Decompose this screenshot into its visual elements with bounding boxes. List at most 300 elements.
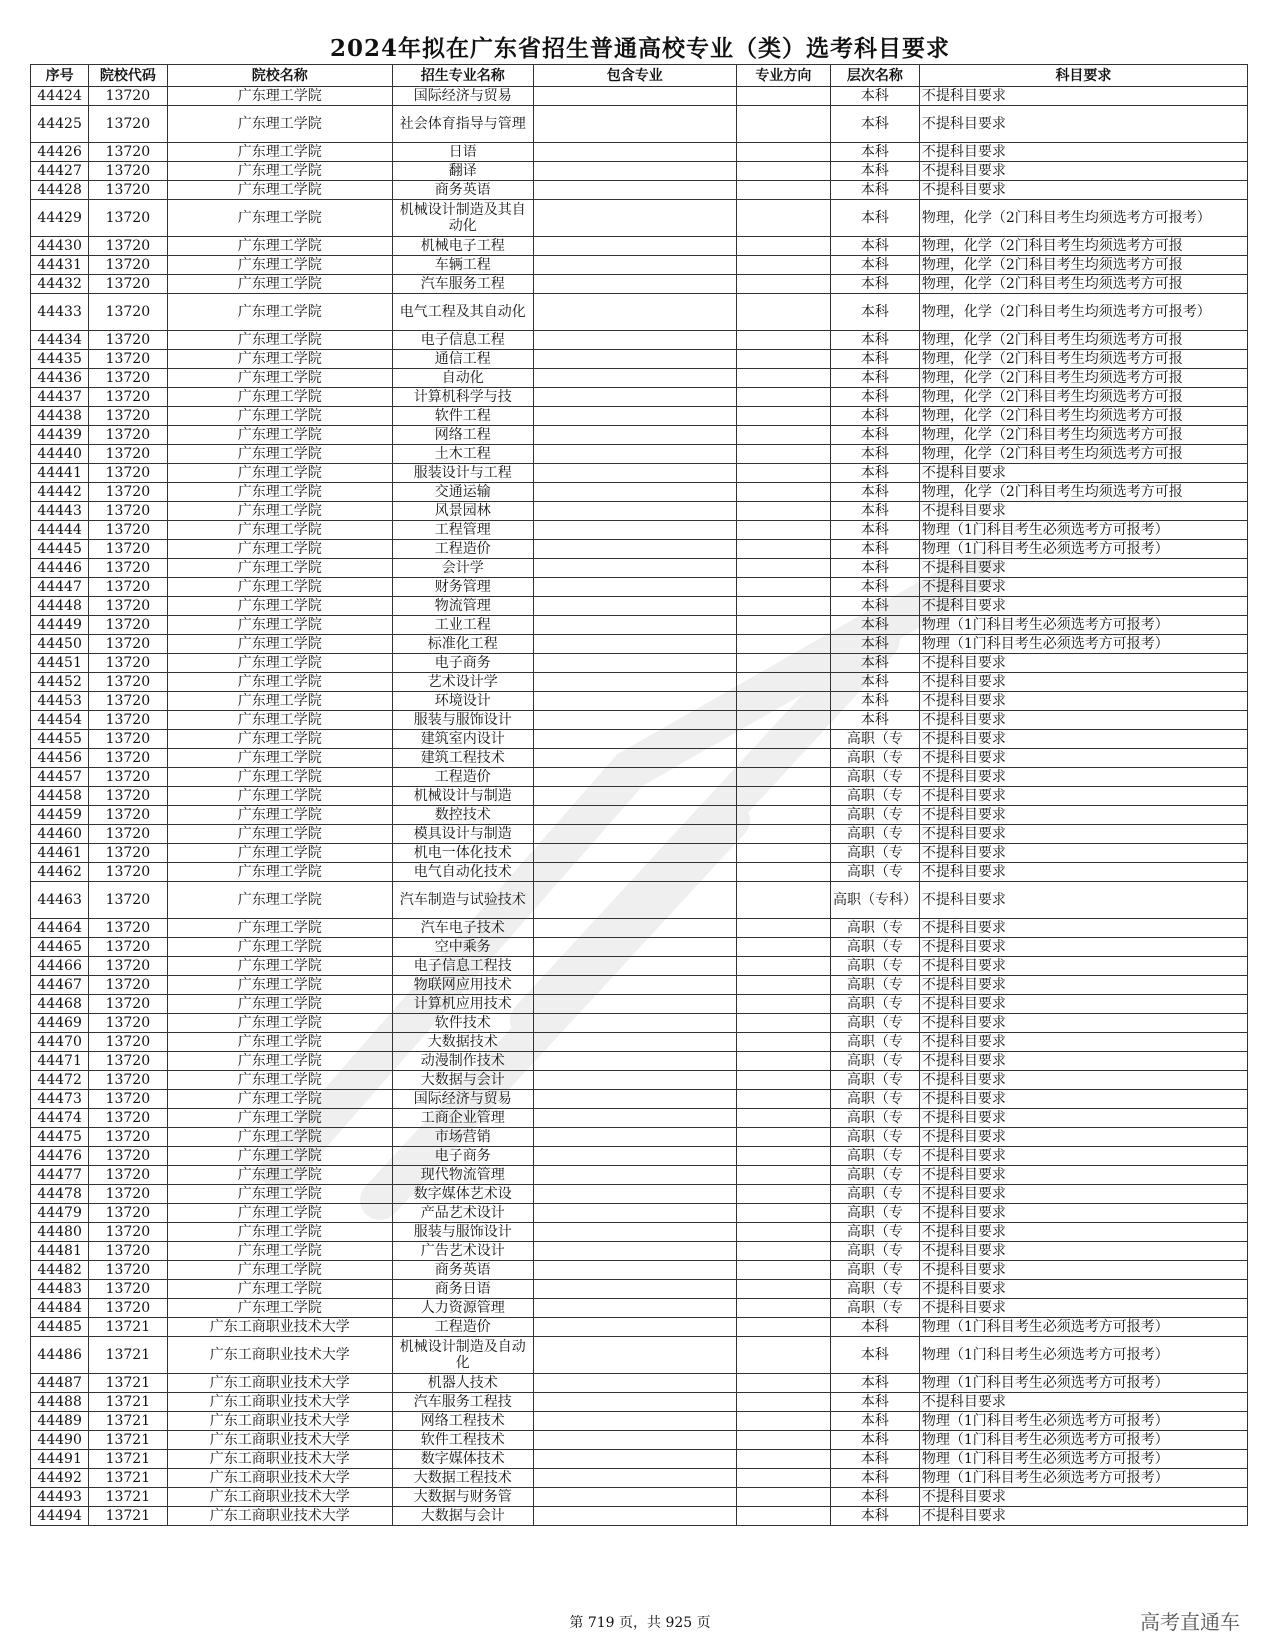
cell-direction [736,1166,830,1185]
cell-code: 13720 [89,957,167,976]
cell-included [533,882,736,919]
cell-seq: 44473 [31,1090,89,1109]
cell-code: 13720 [89,181,167,200]
cell-included [533,559,736,578]
cell-direction [736,578,830,597]
cell-included [533,1318,736,1337]
cell-direction [736,1431,830,1450]
cell-direction [736,844,830,863]
cell-included [533,143,736,162]
cell-requirement: 物理（1门科目考生必须选考方可报考） [919,616,1247,635]
cell-included [533,1166,736,1185]
cell-included [533,730,736,749]
cell-code: 13721 [89,1337,167,1374]
cell-direction [736,616,830,635]
table-row [31,1261,1248,1280]
cell-major: 网络工程技术 [392,1412,533,1431]
cell-level: 本科 [830,143,919,162]
cell-direction [736,350,830,369]
table-row [31,1014,1248,1033]
cell-seq: 44444 [31,521,89,540]
cell-level: 本科 [830,407,919,426]
cell-level: 高职（专 [830,919,919,938]
cell-requirement: 不提科目要求 [919,1299,1247,1318]
cell-school: 广东理工学院 [167,787,392,806]
cell-major: 电气工程及其自动化 [392,294,533,331]
cell-direction [736,502,830,521]
cell-code: 13720 [89,87,167,106]
cell-direction [736,635,830,654]
table-row [31,1337,1248,1374]
cell-level: 高职（专 [830,1166,919,1185]
cell-major: 大数据与会计 [392,1071,533,1090]
cell-school: 广东工商职业技术大学 [167,1469,392,1488]
cell-major: 工业工程 [392,616,533,635]
table-row [31,1204,1248,1223]
cell-school: 广东理工学院 [167,806,392,825]
cell-seq: 44481 [31,1242,89,1261]
cell-school: 广东工商职业技术大学 [167,1488,392,1507]
cell-school: 广东理工学院 [167,1147,392,1166]
cell-level: 本科 [830,540,919,559]
cell-level: 本科 [830,162,919,181]
cell-level: 本科 [830,331,919,350]
table-row [31,426,1248,445]
cell-included [533,1469,736,1488]
cell-school: 广东理工学院 [167,995,392,1014]
cell-code: 13720 [89,749,167,768]
cell-seq: 44458 [31,787,89,806]
cell-major: 通信工程 [392,350,533,369]
cell-code: 13720 [89,256,167,275]
cell-direction [736,1393,830,1412]
table-row [31,106,1248,143]
cell-major: 汽车服务工程 [392,275,533,294]
table-row [31,1393,1248,1412]
cell-seq: 44480 [31,1223,89,1242]
cell-requirement: 物理（1门科目考生必须选考方可报考） [919,1374,1247,1393]
cell-level: 本科 [830,464,919,483]
cell-code: 13720 [89,275,167,294]
cell-included [533,597,736,616]
cell-code: 13720 [89,844,167,863]
cell-seq: 44460 [31,825,89,844]
table-row [31,1109,1248,1128]
cell-direction [736,407,830,426]
cell-included [533,106,736,143]
cell-direction [736,275,830,294]
cell-code: 13720 [89,1052,167,1071]
cell-requirement: 不提科目要求 [919,673,1247,692]
cell-requirement: 不提科目要求 [919,1280,1247,1299]
cell-requirement: 物理，化学（2门科目考生均须选考方可报考） [919,200,1247,237]
cell-seq: 44474 [31,1109,89,1128]
cell-school: 广东理工学院 [167,1014,392,1033]
cell-level: 高职（专 [830,1033,919,1052]
table-row [31,806,1248,825]
cell-major: 大数据与财务管 [392,1488,533,1507]
cell-level: 本科 [830,181,919,200]
cell-direction [736,1014,830,1033]
cell-seq: 44478 [31,1185,89,1204]
cell-major: 机械设计制造及自动化 [392,1337,533,1374]
cell-direction [736,445,830,464]
cell-direction [736,768,830,787]
cell-requirement: 不提科目要求 [919,1147,1247,1166]
cell-seq: 44435 [31,350,89,369]
brand-watermark: 高考直通车 [1140,1610,1240,1634]
cell-school: 广东理工学院 [167,106,392,143]
cell-included [533,407,736,426]
cell-direction [736,938,830,957]
cell-direction [736,1128,830,1147]
table-row [31,1450,1248,1469]
cell-level: 本科 [830,597,919,616]
table-row [31,882,1248,919]
cell-seq: 44432 [31,275,89,294]
cell-level: 高职（专 [830,1261,919,1280]
cell-included [533,1147,736,1166]
table-row [31,331,1248,350]
cell-requirement: 物理（1门科目考生必须选考方可报考） [919,635,1247,654]
cell-level: 高职（专 [830,825,919,844]
cell-direction [736,521,830,540]
cell-major: 市场营销 [392,1128,533,1147]
cell-code: 13720 [89,200,167,237]
cell-major: 机械设计制造及其自动化 [392,200,533,237]
cell-code: 13720 [89,1280,167,1299]
cell-requirement: 不提科目要求 [919,464,1247,483]
cell-level: 高职（专 [830,1014,919,1033]
cell-code: 13720 [89,597,167,616]
table-row [31,464,1248,483]
cell-major: 物流管理 [392,597,533,616]
cell-direction [736,1185,830,1204]
cell-level: 本科 [830,275,919,294]
cell-code: 13720 [89,730,167,749]
cell-code: 13720 [89,294,167,331]
cell-level: 本科 [830,369,919,388]
cell-seq: 44439 [31,426,89,445]
table-row [31,1280,1248,1299]
cell-school: 广东理工学院 [167,162,392,181]
cell-school: 广东理工学院 [167,331,392,350]
cell-major: 建筑工程技术 [392,749,533,768]
cell-requirement: 不提科目要求 [919,1393,1247,1412]
cell-included [533,1507,736,1526]
table-row [31,635,1248,654]
table-row [31,1033,1248,1052]
cell-level: 高职（专 [830,1052,919,1071]
cell-school: 广东工商职业技术大学 [167,1393,392,1412]
table-row [31,995,1248,1014]
cell-seq: 44461 [31,844,89,863]
table-row [31,275,1248,294]
cell-direction [736,106,830,143]
cell-direction [736,1071,830,1090]
table-row [31,825,1248,844]
cell-included [533,1280,736,1299]
page-footer: 第 719 页，共 925 页 [569,1615,711,1631]
cell-school: 广东理工学院 [167,1280,392,1299]
table-header-row [31,65,1248,87]
cell-direction [736,256,830,275]
cell-level: 本科 [830,559,919,578]
cell-school: 广东工商职业技术大学 [167,1431,392,1450]
cell-code: 13721 [89,1431,167,1450]
cell-seq: 44433 [31,294,89,331]
cell-included [533,294,736,331]
cell-major: 空中乘务 [392,938,533,957]
cell-requirement: 不提科目要求 [919,1488,1247,1507]
cell-seq: 44484 [31,1299,89,1318]
cell-requirement: 不提科目要求 [919,938,1247,957]
table-row [31,256,1248,275]
cell-direction [736,143,830,162]
cell-included [533,1109,736,1128]
cell-seq: 44434 [31,331,89,350]
col-header-seq: 序号 [31,65,89,87]
cell-included [533,806,736,825]
cell-direction [736,331,830,350]
cell-school: 广东工商职业技术大学 [167,1318,392,1337]
cell-included [533,1431,736,1450]
cell-direction [736,1318,830,1337]
cell-seq: 44426 [31,143,89,162]
cell-seq: 44443 [31,502,89,521]
cell-school: 广东理工学院 [167,237,392,256]
cell-school: 广东理工学院 [167,749,392,768]
col-header-school: 院校名称 [167,65,392,87]
cell-code: 13720 [89,995,167,1014]
cell-included [533,1185,736,1204]
cell-seq: 44491 [31,1450,89,1469]
cell-requirement: 不提科目要求 [919,1014,1247,1033]
cell-code: 13720 [89,578,167,597]
cell-code: 13720 [89,521,167,540]
cell-major: 财务管理 [392,578,533,597]
cell-requirement: 不提科目要求 [919,863,1247,882]
cell-requirement: 不提科目要求 [919,1223,1247,1242]
cell-level: 本科 [830,483,919,502]
cell-requirement: 不提科目要求 [919,1242,1247,1261]
cell-direction [736,806,830,825]
cell-school: 广东工商职业技术大学 [167,1412,392,1431]
cell-major: 风景园林 [392,502,533,521]
cell-requirement: 不提科目要求 [919,1166,1247,1185]
cell-major: 商务日语 [392,1280,533,1299]
cell-major: 工程造价 [392,768,533,787]
cell-included [533,1223,736,1242]
cell-level: 本科 [830,1507,919,1526]
cell-major: 软件技术 [392,1014,533,1033]
cell-level: 高职（专 [830,995,919,1014]
cell-major: 大数据工程技术 [392,1469,533,1488]
cell-requirement: 不提科目要求 [919,882,1247,919]
cell-major: 服装与服饰设计 [392,1223,533,1242]
cell-code: 13720 [89,919,167,938]
cell-seq: 44455 [31,730,89,749]
cell-included [533,938,736,957]
cell-major: 国际经济与贸易 [392,87,533,106]
cell-level: 本科 [830,711,919,730]
col-header-included: 包含专业 [533,65,736,87]
table-row [31,294,1248,331]
cell-requirement: 不提科目要求 [919,181,1247,200]
cell-code: 13720 [89,502,167,521]
cell-seq: 44454 [31,711,89,730]
cell-seq: 44441 [31,464,89,483]
cell-seq: 44483 [31,1280,89,1299]
cell-level: 高职（专 [830,1090,919,1109]
cell-code: 13721 [89,1374,167,1393]
cell-included [533,825,736,844]
cell-included [533,1393,736,1412]
cell-included [533,331,736,350]
cell-major: 国际经济与贸易 [392,1090,533,1109]
cell-seq: 44450 [31,635,89,654]
table-row [31,1412,1248,1431]
cell-direction [736,995,830,1014]
cell-school: 广东理工学院 [167,1204,392,1223]
cell-seq: 44452 [31,673,89,692]
table-row [31,863,1248,882]
cell-level: 本科 [830,1337,919,1374]
cell-code: 13720 [89,616,167,635]
cell-school: 广东理工学院 [167,256,392,275]
table-row [31,654,1248,673]
cell-school: 广东工商职业技术大学 [167,1450,392,1469]
cell-code: 13720 [89,540,167,559]
cell-included [533,181,736,200]
cell-major: 社会体育指导与管理 [392,106,533,143]
cell-direction [736,181,830,200]
cell-level: 本科 [830,200,919,237]
cell-direction [736,1412,830,1431]
cell-direction [736,825,830,844]
cell-direction [736,957,830,976]
cell-included [533,1299,736,1318]
cell-requirement: 物理（1门科目考生必须选考方可报考） [919,1337,1247,1374]
cell-code: 13720 [89,938,167,957]
cell-requirement: 物理，化学（2门科目考生均须选考方可报 [919,426,1247,445]
cell-code: 13720 [89,426,167,445]
cell-included [533,1090,736,1109]
cell-school: 广东工商职业技术大学 [167,1507,392,1526]
cell-code: 13720 [89,1014,167,1033]
cell-code: 13720 [89,445,167,464]
cell-major: 网络工程 [392,426,533,445]
table-row [31,578,1248,597]
cell-school: 广东理工学院 [167,882,392,919]
page-title: 2024年拟在广东省招生普通高校专业（类）选考科目要求 [329,35,950,62]
cell-included [533,369,736,388]
cell-school: 广东理工学院 [167,294,392,331]
cell-school: 广东工商职业技术大学 [167,1374,392,1393]
cell-major: 服装设计与工程 [392,464,533,483]
cell-requirement: 不提科目要求 [919,976,1247,995]
cell-code: 13720 [89,635,167,654]
cell-requirement: 不提科目要求 [919,143,1247,162]
cell-level: 高职（专 [830,1185,919,1204]
cell-seq: 44437 [31,388,89,407]
cell-school: 广东工商职业技术大学 [167,1337,392,1374]
cell-requirement: 物理（1门科目考生必须选考方可报考） [919,1318,1247,1337]
cell-level: 高职（专 [830,749,919,768]
cell-seq: 44477 [31,1166,89,1185]
cell-included [533,749,736,768]
cell-school: 广东理工学院 [167,1242,392,1261]
cell-code: 13720 [89,106,167,143]
cell-school: 广东理工学院 [167,730,392,749]
cell-code: 13720 [89,863,167,882]
table-row [31,844,1248,863]
cell-direction [736,787,830,806]
cell-code: 13720 [89,237,167,256]
cell-school: 广东理工学院 [167,1223,392,1242]
cell-requirement: 物理（1门科目考生必须选考方可报考） [919,1431,1247,1450]
cell-seq: 44457 [31,768,89,787]
cell-seq: 44440 [31,445,89,464]
table-row [31,1507,1248,1526]
cell-seq: 44451 [31,654,89,673]
cell-direction [736,749,830,768]
cell-code: 13720 [89,1033,167,1052]
cell-requirement: 不提科目要求 [919,106,1247,143]
cell-major: 商务英语 [392,181,533,200]
cell-included [533,711,736,730]
cell-seq: 44436 [31,369,89,388]
cell-school: 广东理工学院 [167,559,392,578]
cell-school: 广东理工学院 [167,350,392,369]
cell-included [533,1337,736,1374]
cell-code: 13720 [89,882,167,919]
cell-level: 高职（专 [830,1071,919,1090]
table-row [31,350,1248,369]
cell-requirement: 不提科目要求 [919,1090,1247,1109]
cell-seq: 44459 [31,806,89,825]
cell-direction [736,559,830,578]
cell-level: 本科 [830,1318,919,1337]
cell-level: 高职（专 [830,1204,919,1223]
cell-level: 本科 [830,502,919,521]
cell-seq: 44482 [31,1261,89,1280]
cell-level: 本科 [830,256,919,275]
cell-school: 广东理工学院 [167,540,392,559]
table-row [31,1299,1248,1318]
cell-major: 电子信息工程 [392,331,533,350]
cell-requirement: 物理（1门科目考生必须选考方可报考） [919,540,1247,559]
cell-code: 13720 [89,388,167,407]
cell-requirement: 物理，化学（2门科目考生均须选考方可报 [919,369,1247,388]
cell-level: 本科 [830,654,919,673]
cell-seq: 44487 [31,1374,89,1393]
cell-requirement: 物理，化学（2门科目考生均须选考方可报考） [919,294,1247,331]
cell-requirement: 物理（1门科目考生必须选考方可报考） [919,521,1247,540]
table-row [31,692,1248,711]
cell-requirement: 不提科目要求 [919,919,1247,938]
cell-major: 软件工程技术 [392,1431,533,1450]
cell-major: 现代物流管理 [392,1166,533,1185]
cell-school: 广东理工学院 [167,578,392,597]
cell-major: 汽车电子技术 [392,919,533,938]
cell-requirement: 不提科目要求 [919,692,1247,711]
cell-direction [736,711,830,730]
cell-school: 广东理工学院 [167,919,392,938]
cell-requirement: 不提科目要求 [919,1204,1247,1223]
table-row [31,616,1248,635]
cell-requirement: 不提科目要求 [919,162,1247,181]
